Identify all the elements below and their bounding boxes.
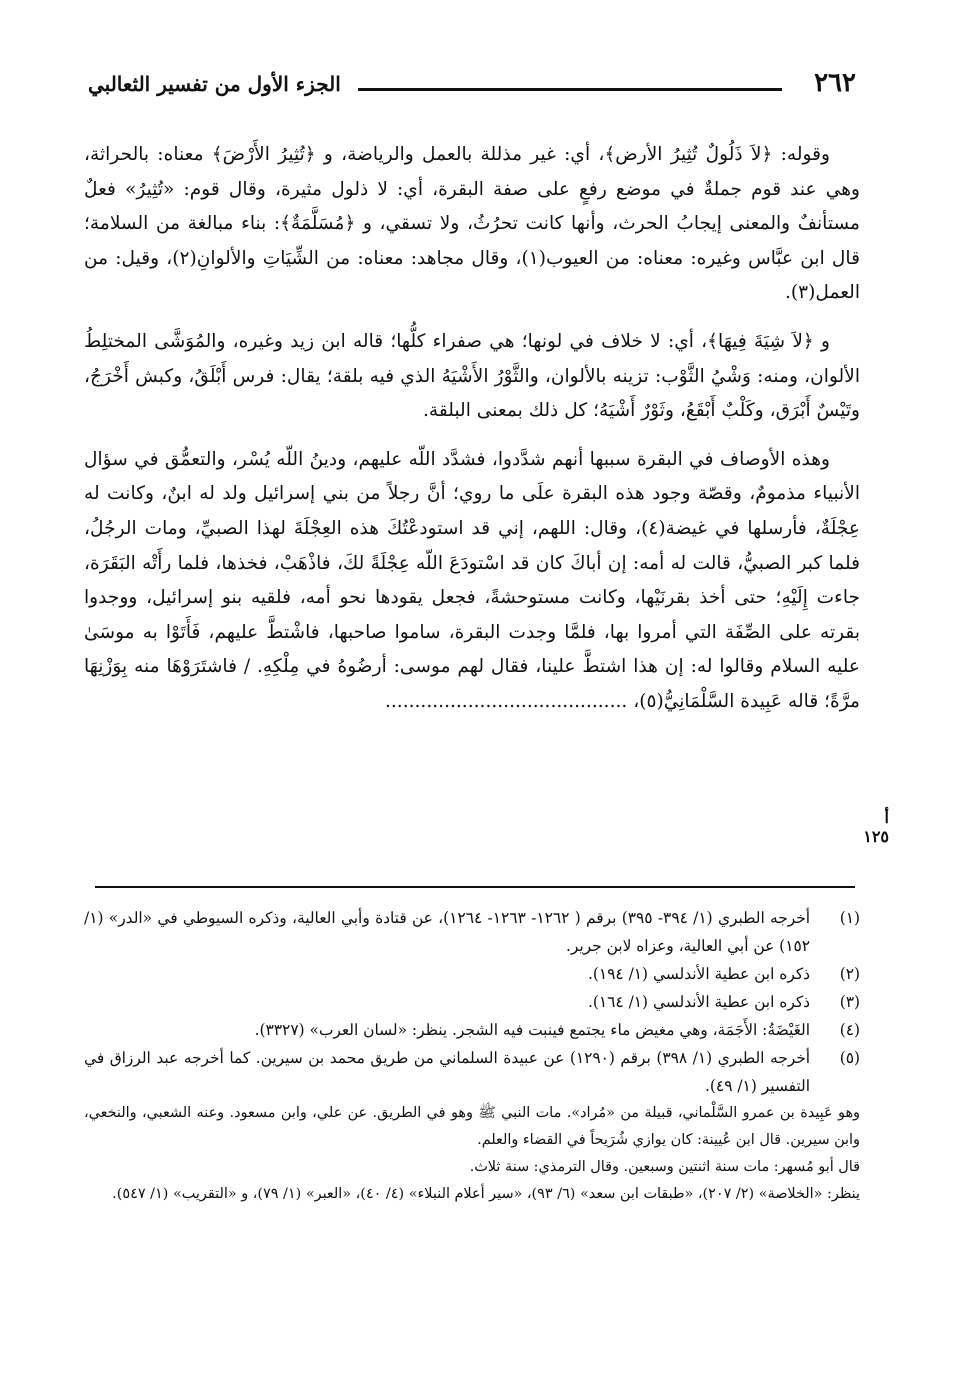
footnote-text: ذكره ابن عطية الأندلسي (١/ ١٩٤). (587, 965, 810, 983)
footnote (84, 1016, 860, 1044)
footnote-number: (٢) (839, 965, 860, 983)
footnote-biography: وهو عَبِيدة بن عمرو السَّلْماني، قبيلة من «مُراد». مات النبي ﷺ وهو في الطريق. عن علي، وابن مسعود. وعنه الشعبي، والنخعي، وابن سيرين. قال ابن عُيينة: كان يوازي شُرَيحاً في القضاء والعلم. (84, 1105, 860, 1148)
footnote (84, 1044, 860, 1100)
running-title: الجزء الأول من تفسير الثعالبي (88, 72, 341, 96)
footnote-number: (٥) (839, 1049, 860, 1067)
margin-folio-label: أ ١٢٥ (863, 808, 889, 846)
page-number: ٢٦٢ (814, 68, 856, 98)
footnote-biography: قال أبو مُسهر: مات سنة اثنتين وسبعين. وقال الترمذي: سنة ثلاث. (469, 1159, 860, 1175)
footnote-text: أخرجه الطبري (١/ ٣٩٨) برقم (١٢٩٠) عن عبيدة السلماني من طريق محمد بن سيرين. كما أخرجه عبد الرزاق في التفسير (١/ ٤٩). (84, 1049, 811, 1095)
footnote-references: ينظر: «الخلاصة» (٢/ ٢٠٧)، «طبقات ابن سعد» (٦/ ٩٣)، «سير أعلام النبلاء» (٤/ ٤٠)، «العبر» (١/ ٧٩)، و «التقريب» (١/ ٥٤٧). (112, 1186, 860, 1202)
footnote-number: (١) (839, 909, 860, 927)
footnote-text: الغَيْضَةُ: الأَجَمَة، وهي مغيض ماء يجتمع فينبت فيه الشجر. ينظر: «لسان العرب» (٣٣٢٧). (254, 1021, 810, 1039)
main-text (84, 138, 860, 734)
footnote (84, 904, 860, 960)
footnote-number: (٣) (839, 993, 860, 1011)
footnote-text: أخرجه الطبري (١/ ٣٩٤- ٣٩٥) برقم ( ١٢٦٢- ١٢٦٣- ١٢٦٤)، عن قتادة وأبي العالية، وذكره السيوطي في «الدر» (١/ ١٥٢) عن أبي العالية، وعزاه لابن جرير. (84, 909, 811, 955)
footnote (84, 988, 860, 1016)
page-header (88, 66, 856, 106)
paragraph: و ﴿لاَ شِيَةَ فِيهَا﴾، أي: لا خلاف في لونها؛ هي صفراء كلُّها؛ قاله ابن زيد وغيره، والمُوَشَّى المختلِطُ الألوان، ومنه: وَشْيُ الثَّوْب: تزينه بالألوان، والثَّوْرُ الأَشْيَهُ الذي فيه بلقة؛ يقال: فرس أَبْلَقُ، وكبش أَخْرَجُ، وتَيْسٌ أَبْرَق، وكَلْبٌ أَبْقَعُ، وثَوْرٌ أَشْيَهُ؛ كل ذلك بمعنى البلقة. (84, 330, 860, 422)
paragraph: وهذه الأوصاف في البقرة سببها أنهم شدَّدوا، فشدَّد اللّه عليهم، ودينُ اللّه يُسْر، والتعمُّق في سؤال الأنبياء مذمومٌ، وقصّة وجود هذه البقرة علَى ما روي؛ أنَّ رجلاً من بني إسرائيل ولد له ابنٌ، وكانت له عِجْلَةٌ، فأرسلها في غيضة(٤)، وقال: اللهم، إني قد استودعْتُكَ هذه العِجْلَةَ لهذا الصبيِّ، ومات الرجُلُ، فلما كبر الصبيُّ، قالت له أمه: إن أباكَ كان قد اسْتودَعَ اللّه عِجْلَةً لكَ، فاذْهَبْ، فخذها، فلما رأَتْه البَقَرَة، جاءت إِلَيْهِ؛ حتى أخذ بقرنَيْها، وكانت مستوحشةً، فجعل يقودها نحو أمه، فلقيه بنو إسرائيل، ووجدوا بقرته على الصِّفَة التي أمروا بها، فلمَّا وجدت البقرة، ساموا صاحبها، فاشْتطَّ عليهم، فَأَتَوْا به موسَىٰ عليه السلام وقالوا له: إن هذا اشتطَّ علينا، فقال لهم موسى: أرضُوهُ في مِلْكِهِ. / فاشتَرَوْهَا منه بِوَزْنِهَا مرَّةً؛ قاله عَبِيدة السَّلْمَانِيُّ(٥)، ......................................... (84, 448, 860, 712)
footnotes (84, 904, 860, 1208)
margin-folio-note (863, 808, 889, 846)
footnote (84, 960, 860, 988)
paragraph: وقوله: ﴿لاَ ذَلُولٌ تُثِيرُ الأرض﴾، أي: غير مذللة بالعمل والرياضة، و ﴿تُثِيرُ الأَرْضَ﴾ معناه: بالحراثة، وهي عند قوم جملةٌ في موضع رفعٍ على صفة البقرة، أي: لا ذلول مثيرة، وقال قوم: «تُثِيرُ» فعلٌ مستأنفٌ والمعنى إيجابُ الحرث، وأنها كانت تحرُثُ، ولا تسقي، و ﴿مُسَلَّمَةٌ﴾: بناء مبالغة من السلامة؛ قال ابن عبَّاس وغيره: معناه: من العيوب(١)، وقال مجاهد: معناه: من الشِّيَاتِ والألوانِ(٢)، وقيل: من العمل(٣). (84, 144, 860, 304)
footnote-text: ذكره ابن عطية الأندلسي (١/ ١٦٤). (587, 993, 810, 1011)
footnote-divider (95, 886, 855, 888)
header-rule (358, 88, 782, 91)
footnote-number: (٤) (839, 1021, 860, 1039)
